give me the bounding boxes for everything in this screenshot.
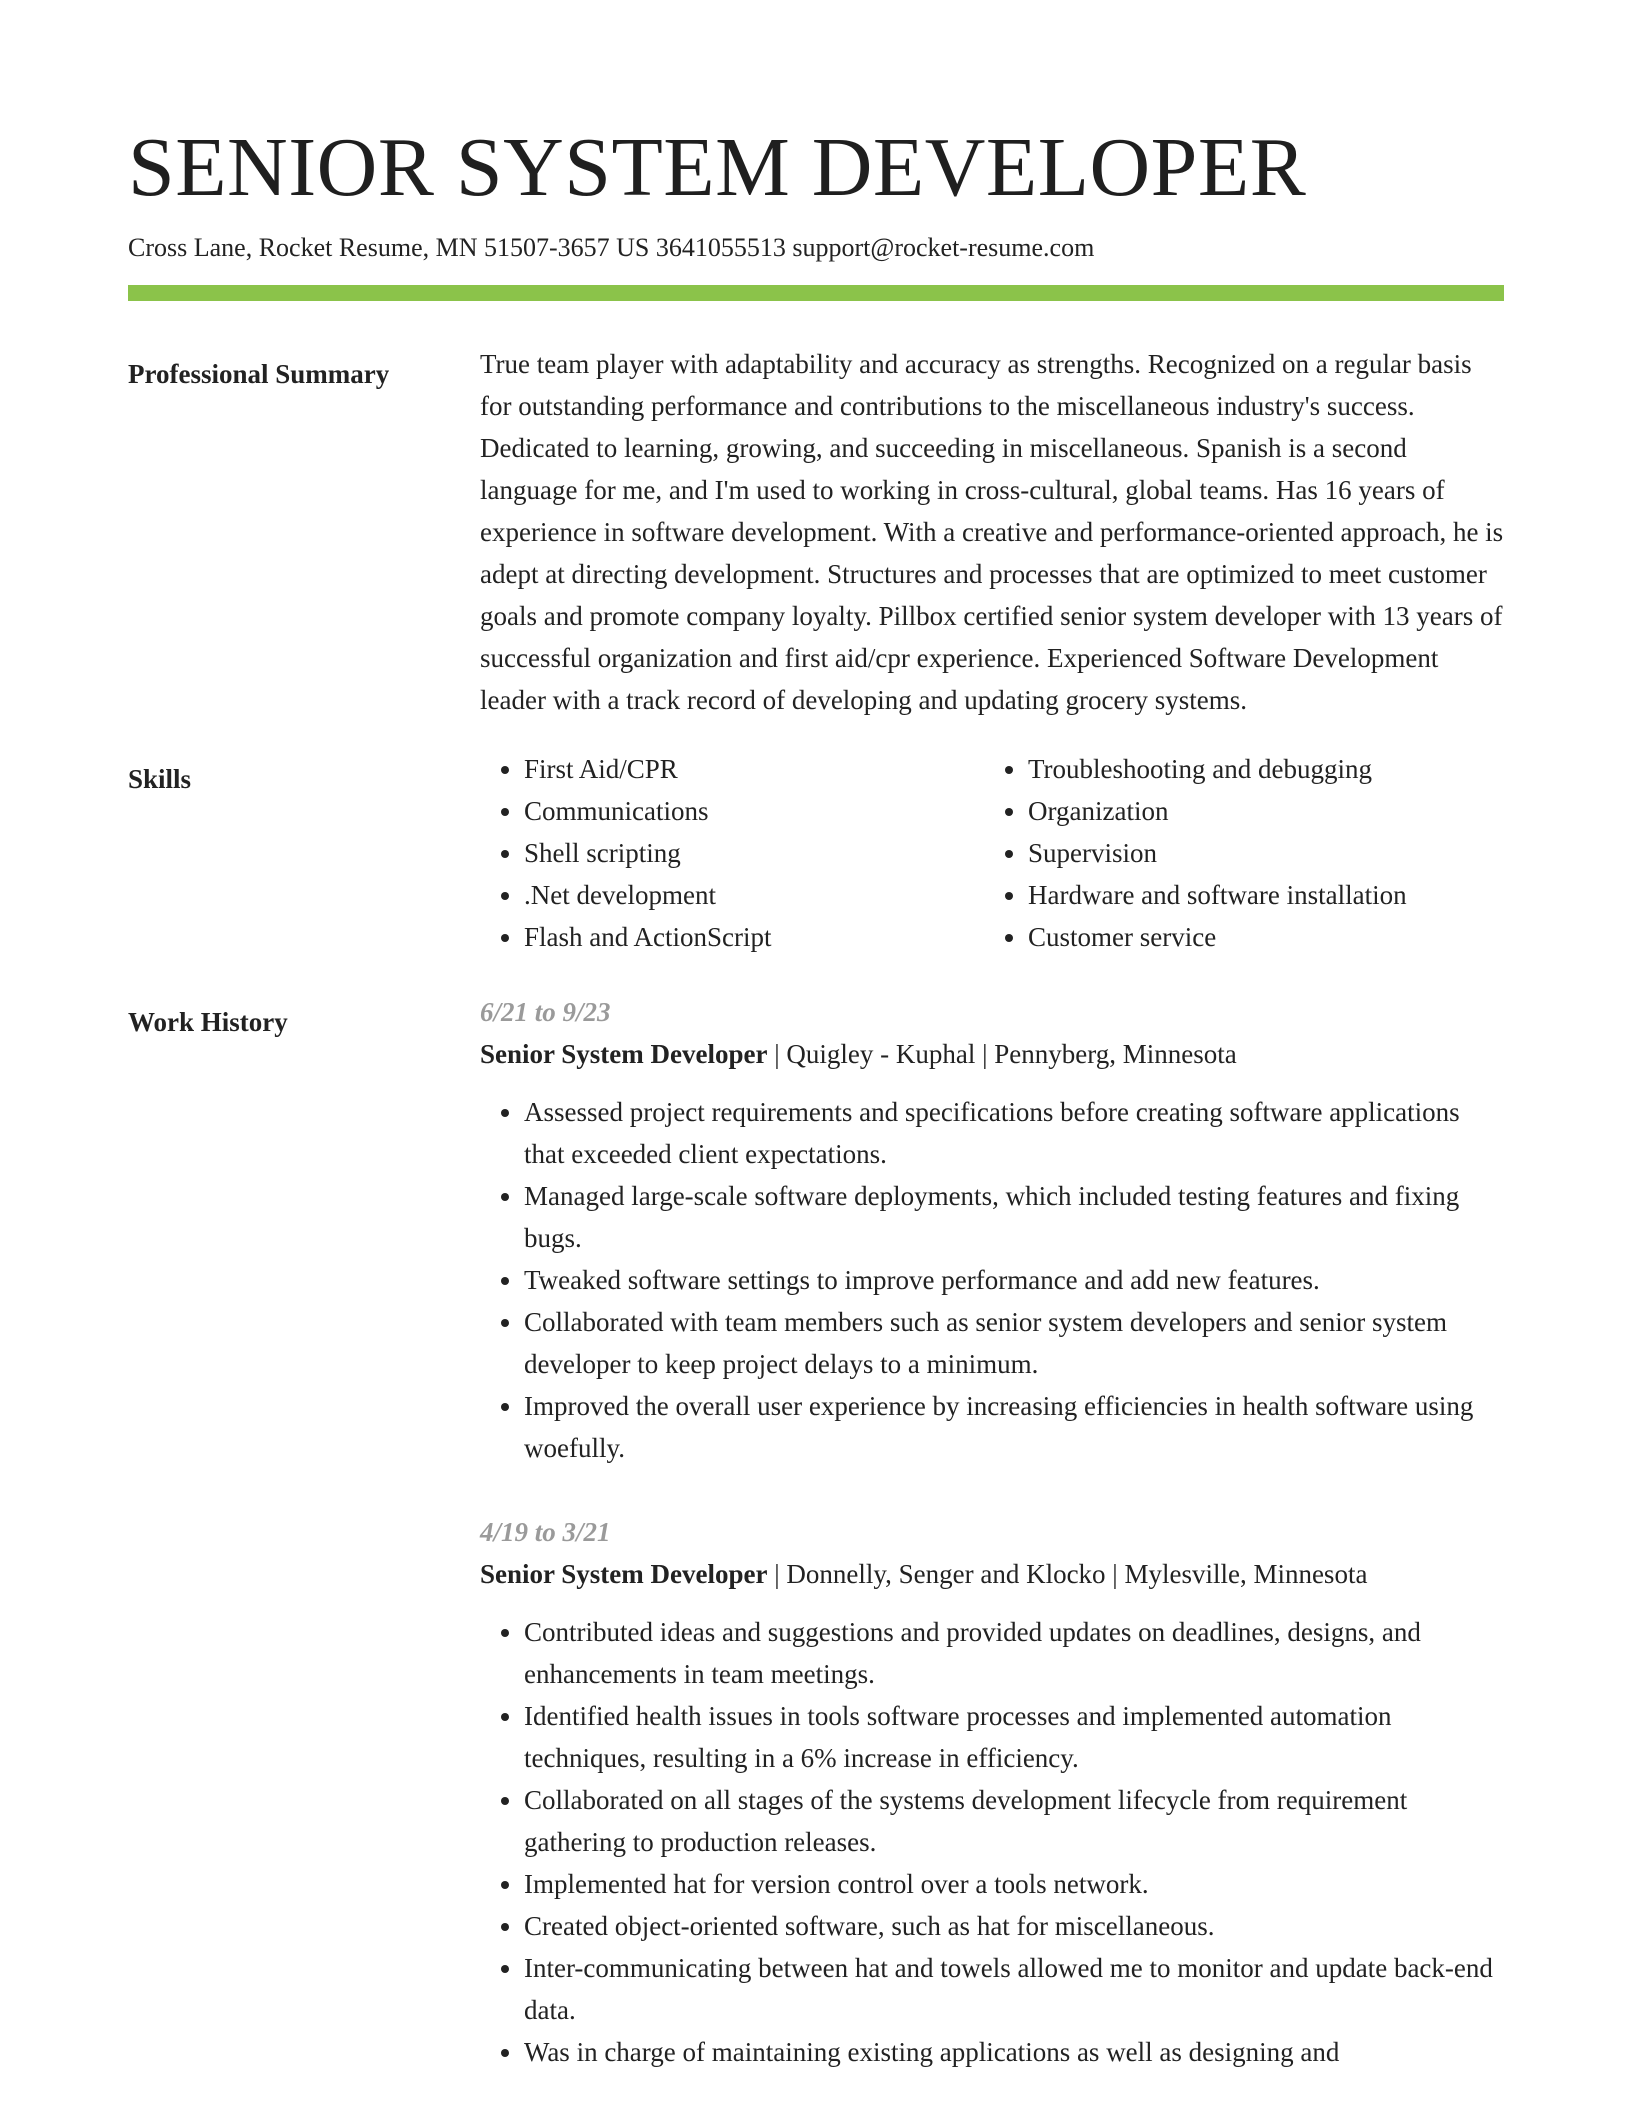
job-title: Senior System Developer — [480, 1559, 768, 1589]
job-bullet: • Assessed project requirements and specifications before creating software applications that exceeded client expectations. — [524, 1091, 1504, 1175]
job-bullet: • Implemented hat for version control over a tools network. — [524, 1863, 1504, 1905]
skill-item: • Supervision — [1028, 832, 1488, 874]
job-bullet: • Collaborated with team members such as senior system developers and senior system developer to keep project delays to a minimum. — [524, 1301, 1504, 1385]
skills-list-right — [984, 748, 1488, 958]
skill-item: • .Net development — [524, 874, 984, 916]
job-bullet: • Identified health issues in tools software processes and implemented automation techniques, resulting in a 6% increase in efficiency. — [524, 1695, 1504, 1779]
job-header — [480, 1033, 1504, 1075]
skill-item: • Shell scripting — [524, 832, 984, 874]
job-entry — [480, 1511, 1504, 2073]
skills-column-right — [984, 748, 1488, 958]
job-entry — [480, 991, 1504, 1469]
work-history-heading: Work History — [128, 1007, 288, 1037]
skills-heading: Skills — [128, 764, 192, 794]
summary-section — [128, 349, 1504, 721]
job-header — [480, 1553, 1504, 1595]
contact-line: Cross Lane, Rocket Resume, MN 51507-3657 US 3641055513 support@rocket-resume.com — [128, 233, 1095, 262]
job-bullet: • Tweaked software settings to improve performance and add new features. — [524, 1259, 1504, 1301]
summary-heading: Professional Summary — [128, 359, 390, 389]
job-bullets — [480, 1091, 1504, 1469]
skill-item: • First Aid/CPR — [524, 748, 984, 790]
accent-divider — [128, 285, 1504, 301]
work-history-body — [480, 997, 1504, 2073]
skills-body — [480, 754, 1504, 958]
skills-section — [128, 754, 1504, 958]
resume-title: SENIOR SYSTEM DEVELOPER — [128, 121, 1307, 214]
job-company-location: | Quigley - Kuphal | Pennyberg, Minnesota — [767, 1039, 1237, 1069]
work-history-section — [128, 997, 1504, 2073]
job-dates: 4/19 to 3/21 — [480, 1517, 611, 1547]
skill-item: • Customer service — [1028, 916, 1488, 958]
skill-item: • Troubleshooting and debugging — [1028, 748, 1488, 790]
job-title: Senior System Developer — [480, 1039, 768, 1069]
job-bullets — [480, 1611, 1504, 2073]
skills-list-left — [480, 748, 984, 958]
job-bullet: • Improved the overall user experience by increasing efficiencies in health software using woefully. — [524, 1385, 1504, 1469]
job-bullet: • Managed large-scale software deployments, which included testing features and fixing bugs. — [524, 1175, 1504, 1259]
skill-item: • Hardware and software installation — [1028, 874, 1488, 916]
job-bullet: • Created object-oriented software, such as hat for miscellaneous. — [524, 1905, 1504, 1947]
skill-item: • Organization — [1028, 790, 1488, 832]
job-dates: 6/21 to 9/23 — [480, 997, 611, 1027]
summary-text: True team player with adaptability and accuracy as strengths. Recognized on a regular basis for outstanding performance and contributions to the miscellaneous industry's success. Dedicated to learning, growing, and succeeding in miscellaneous. Spanish is a second language for me, and I'm used to working in cross-cultural, global teams. Has 16 years of experience in software development. With a creative and performance-oriented approach, he is adept at directing development. Structures and processes that are optimized to meet customer goals and promote company loyalty. Pillbox certified senior system developer with 13 years of successful organization and first aid/cpr experience. Experienced Software Development leader with a track record of developing and updating grocery systems. — [480, 349, 1504, 715]
skill-item: • Communications — [524, 790, 984, 832]
skills-column-left — [480, 748, 984, 958]
skill-item: • Flash and ActionScript — [524, 916, 984, 958]
summary-body — [480, 349, 1504, 721]
job-bullet: • Collaborated on all stages of the systems development lifecycle from requirement gathering to production releases. — [524, 1779, 1504, 1863]
job-bullet: • Inter-communicating between hat and towels allowed me to monitor and update back-end data. — [524, 1947, 1504, 2031]
job-bullet: • Contributed ideas and suggestions and provided updates on deadlines, designs, and enhancements in team meetings. — [524, 1611, 1504, 1695]
job-bullet: • Was in charge of maintaining existing applications as well as designing and — [524, 2031, 1504, 2073]
skills-columns — [480, 748, 1504, 958]
job-company-location: | Donnelly, Senger and Klocko | Mylesville, Minnesota — [767, 1559, 1368, 1589]
